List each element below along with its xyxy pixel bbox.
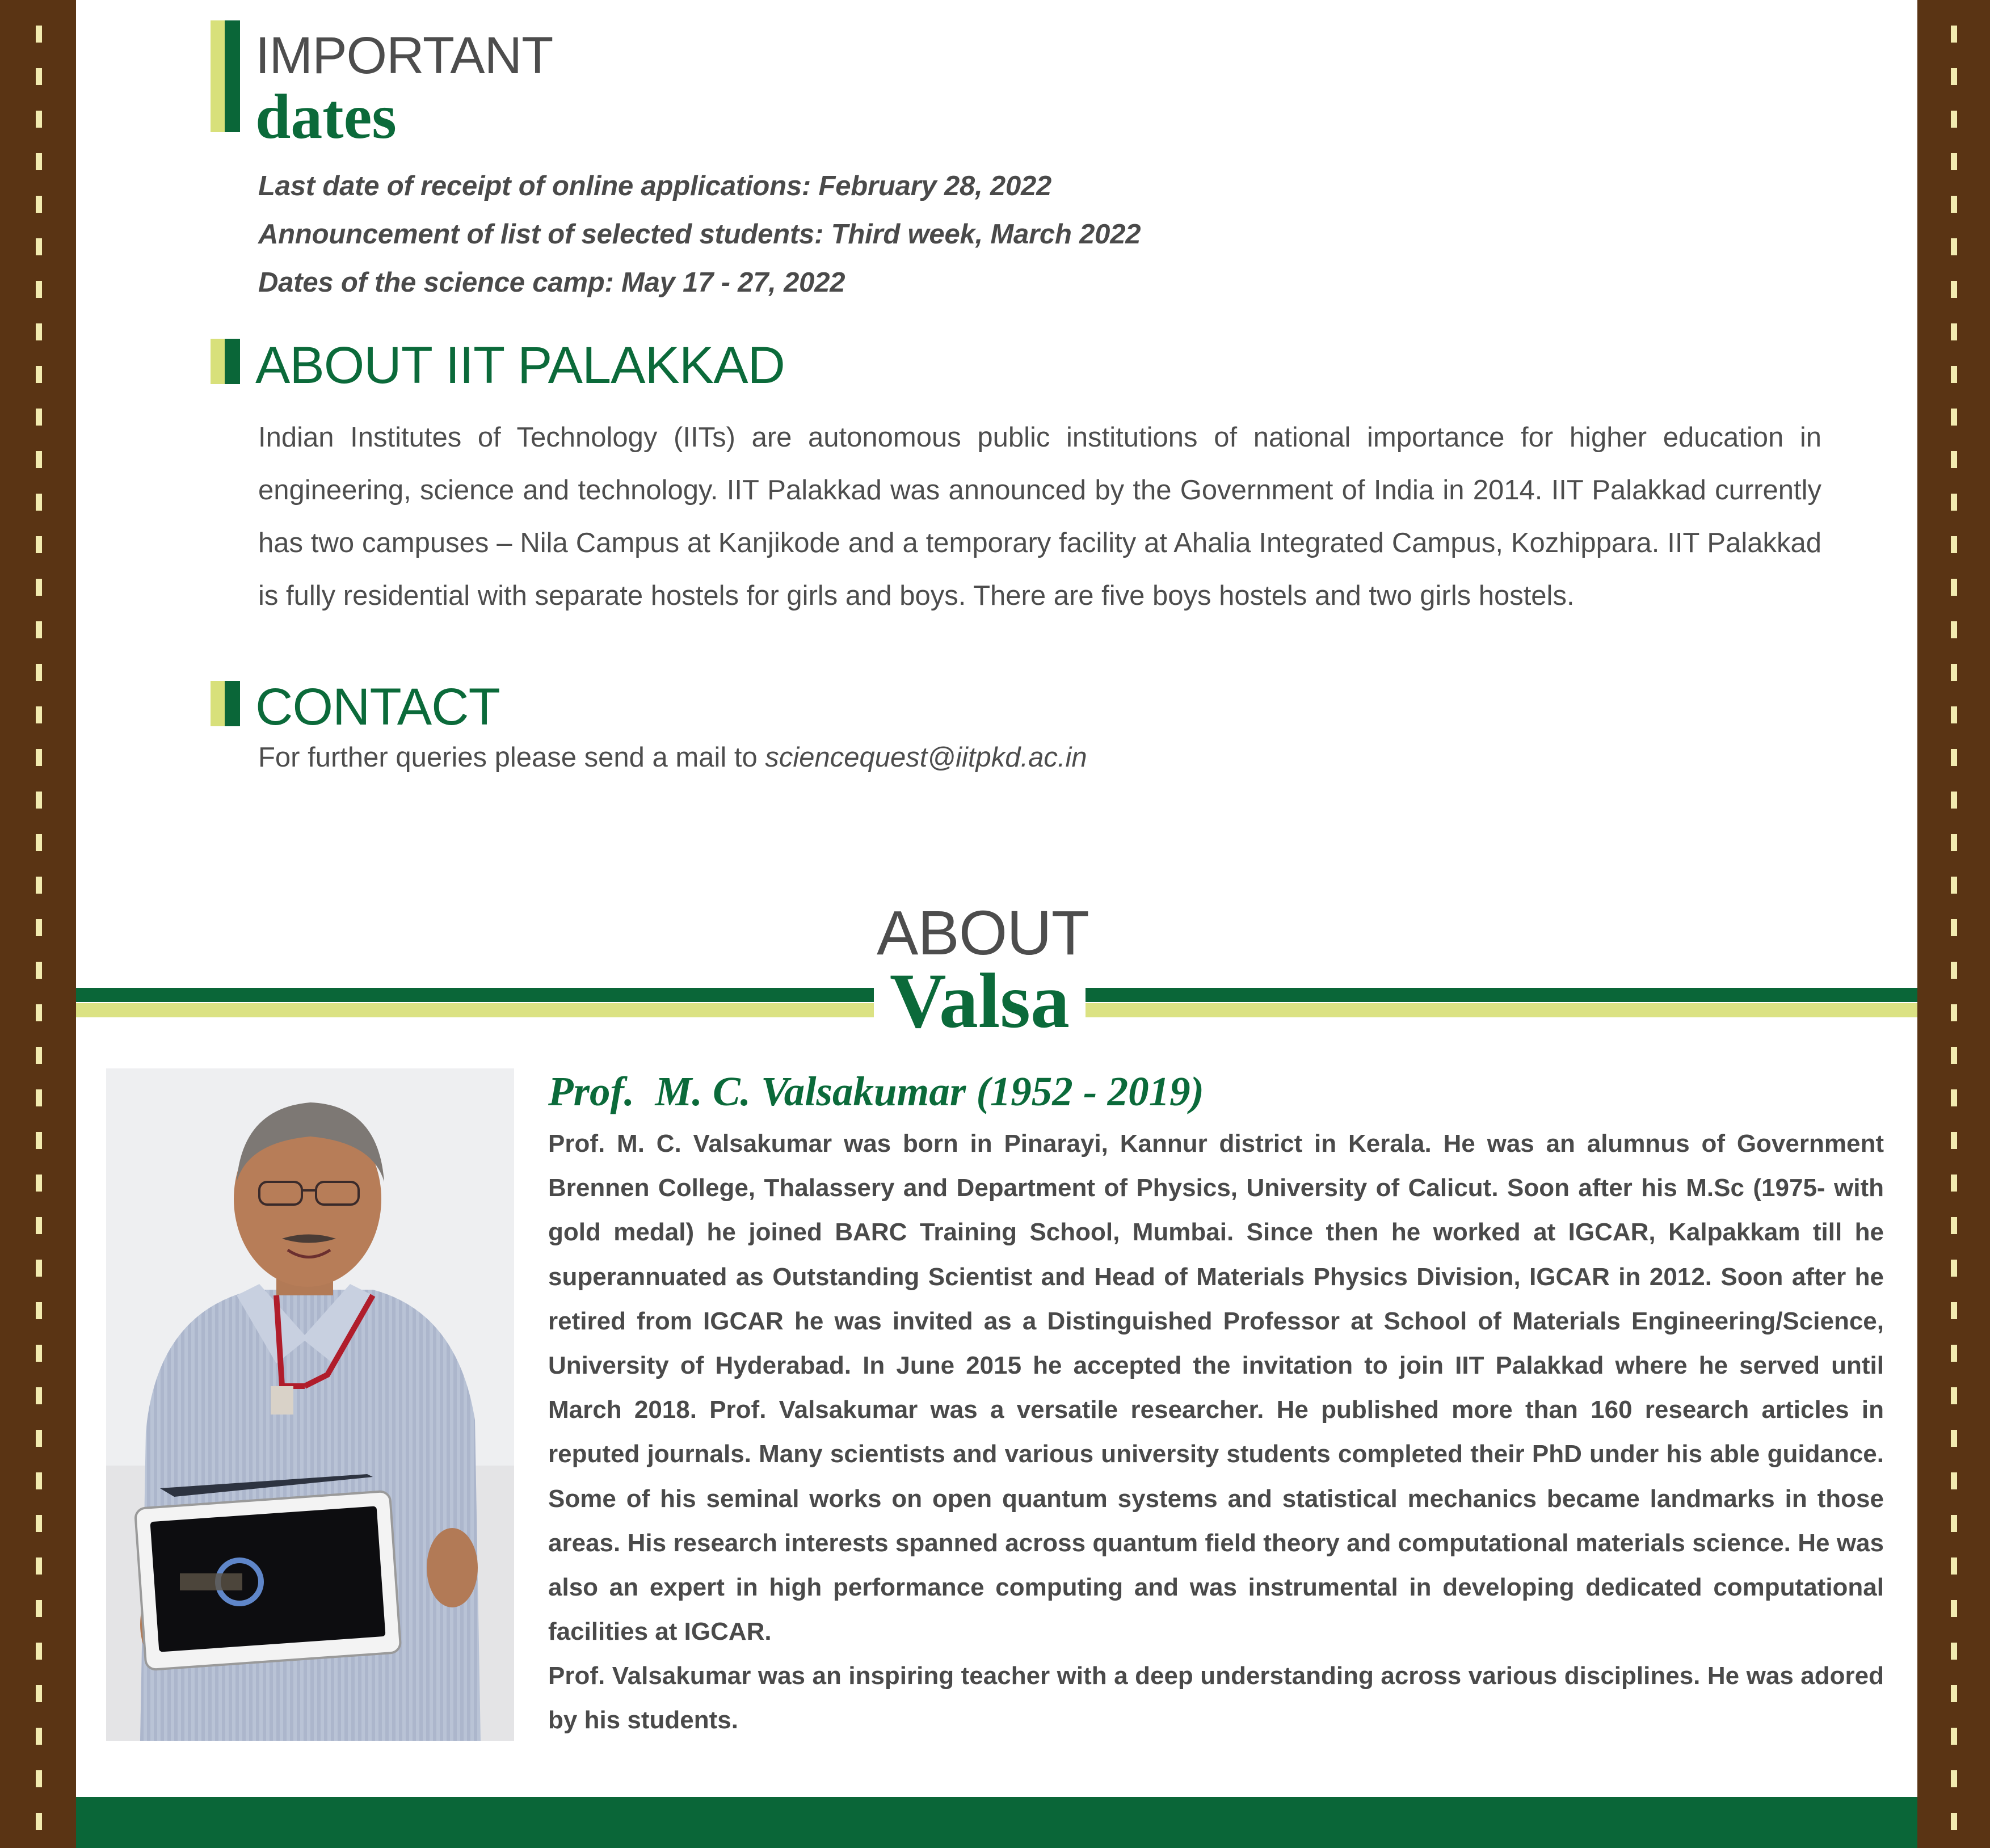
valsa-heading: Valsa xyxy=(889,957,1070,1044)
section-marker-dark xyxy=(225,339,240,384)
section-marker-light xyxy=(211,339,225,384)
section-marker-light xyxy=(211,20,225,132)
section-marker-dark xyxy=(225,20,240,132)
bottom-green-band xyxy=(76,1797,1917,1848)
date-item-applications: Last date of receipt of online applications: February 28, 2022 xyxy=(258,171,1052,201)
right-film-border xyxy=(1917,0,1990,1848)
date-item-announcement: Announcement of list of selected students: Third week, March 2022 xyxy=(258,219,1141,250)
bio-paragraph-2: Prof. Valsakumar was an inspiring teacher with a deep understanding across various disciplines. He was adored by his students. xyxy=(548,1662,1884,1735)
contact-heading: CONTACT xyxy=(255,678,500,736)
section-marker-dark xyxy=(225,681,240,726)
section-marker-light xyxy=(211,681,225,726)
left-film-border xyxy=(0,0,76,1848)
portrait-illustration xyxy=(106,1068,514,1741)
about-heading: ABOUT xyxy=(877,898,1089,968)
about-iit-paragraph: Indian Institutes of Technology (IITs) are autonomous public institutions of national importance for higher education in engineering, science and technology. IIT Palakkad was announced by the Government of India in 2014. IIT Palakkad currently has two campuses – Nila Campus at Kanjikode and a temporary facility at Ahalia Integrated Campus, Kozhippara. IIT Palakkad is fully residential with separate hostels for girls and boys. There are five boys hostels and two girls hostels. xyxy=(258,422,1821,611)
valsakumar-name: Prof. M. C. Valsakumar (1952 - 2019) xyxy=(548,1068,1204,1114)
dates-heading: dates xyxy=(255,82,397,152)
contact-prefix: For further queries please send a mail to xyxy=(258,742,765,773)
contact-email-link[interactable]: sciencequest@iitpkd.ac.in xyxy=(765,742,1087,773)
important-heading: IMPORTANT xyxy=(255,27,553,85)
contact-text xyxy=(258,742,1087,773)
portrait-photo xyxy=(106,1068,514,1741)
about-iit-heading: ABOUT IIT PALAKKAD xyxy=(255,336,785,394)
bio-paragraph-1: Prof. M. C. Valsakumar was born in Pinarayi, Kannur district in Kerala. He was an alumnus of Government Brennen College, Thalassery and Department of Physics, University of Calicut. Soon after his M.Sc (1975- with gold medal) he joined BARC Training School, Mumbai. Since then he worked at IGCAR, Kalpakkam till he superannuated as Outstanding Scientist and Head of Materials Physics Division, IGCAR in 2012. Soon after he retired from IGCAR he was invited as a Distinguished Professor at School of Materials Engineering/Science, University of Hyderabad. In June 2015 he accepted the invitation to join IIT Palakkad where he served until March 2018. Prof. Valsakumar was a versatile researcher. He published more than 160 research articles in reputed journals. Many scientists and various university students completed their PhD under his able guidance. Some of his seminal works on open quantum systems and statistical mechanics became landmarks in those areas. His research interests spanned across quantum field theory and computational materials science. He was also an expert in high performance computing and was instrumental in developing dedicated computational facilities at IGCAR. xyxy=(548,1130,1884,1646)
date-item-camp: Dates of the science camp: May 17 - 27, 2022 xyxy=(258,267,845,298)
